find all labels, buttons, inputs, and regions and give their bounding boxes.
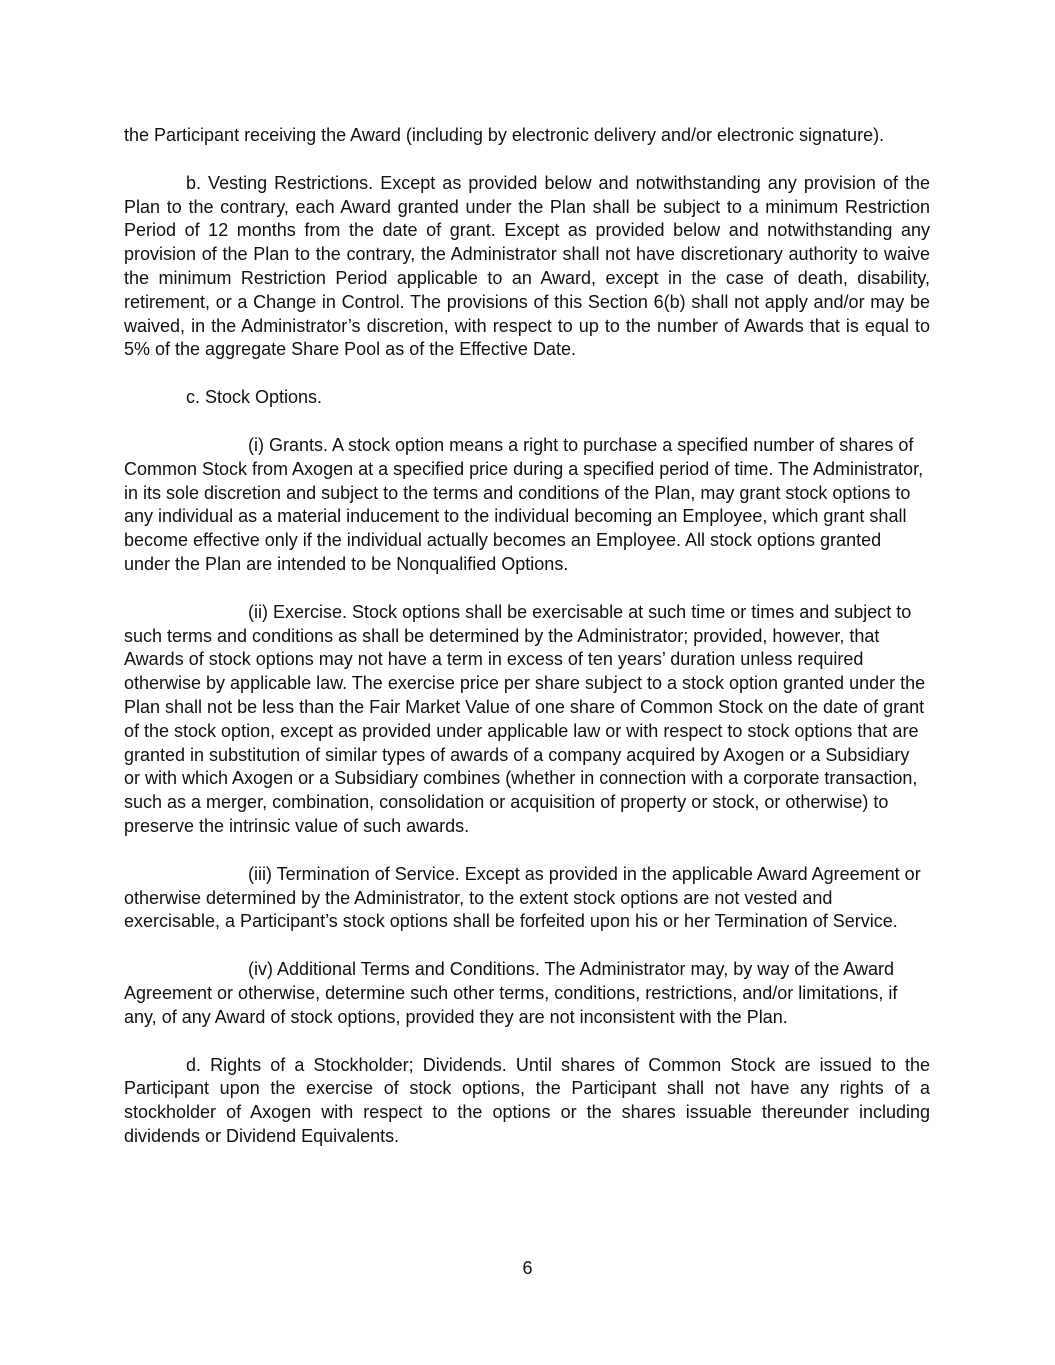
paragraph-exercise: (ii) Exercise. Stock options shall be exercisable at such time or times and subject to such terms and conditions as shall be determined by the Administrator; provided, however, that Awards of stock options may not have a term in excess of ten years’ duration unless required otherwise by applicable law. The exercise price per share subject to a stock option granted under the Plan shall not be less than the Fair Market Value of one share of Common Stock on the date of grant of the stock option, except as provided under applicable law or with respect to stock options that are granted in substitution of similar types of awards of a company acquired by Axogen or a Subsidiary or with which Axogen or a Subsidiary combines (whether in connection with a corporate transaction, such as a merger, combination, consolidation or acquisition of property or stock, or otherwise) to preserve the intrinsic value of such awards. [124, 601, 926, 836]
paragraph-gap [124, 934, 930, 958]
paragraph-gap [124, 577, 930, 601]
paragraph-gap [124, 362, 930, 386]
paragraph-award-delivery: the Participant receiving the Award (including by electronic delivery and/or electronic signature). [124, 125, 885, 145]
paragraph-termination-of-service: (iii) Termination of Service. Except as provided in the applicable Award Agreement or otherwise determined by the Administrator, to the extent stock options are not vested and exercisable, a Participant’s stock options shall be forfeited upon his or her Termination of Service. [124, 863, 921, 932]
paragraph-gap [124, 1030, 930, 1054]
paragraph-gap [124, 148, 930, 172]
paragraph-vesting-restrictions: b. Vesting Restrictions. Except as provided below and notwithstanding any provision of the Plan to the contrary, each Award granted under the Plan shall be subject to a minimum Restriction Period of 12 months from the date of grant. Except as provided below and notwithstanding any provision of the Plan to the contrary, the Administrator shall not have discretionary authority to waive the minimum Restriction Period applicable to an Award, except in the case of death, disability, retirement, or a Change in Control. The provisions of this Section 6(b) shall not apply and/or may be waived, in the Administrator’s discretion, with respect to up to the number of Awards that is equal to 5% of the aggregate Share Pool as of the Effective Date. [124, 172, 930, 360]
paragraph-rights-of-stockholder: d. Rights of a Stockholder; Dividends. Until shares of Common Stock are issued to the Participant upon the exercise of stock options, the Participant shall not have any rights of a stockholder of Axogen with respect to the options or the shares issuable thereunder including dividends or Dividend Equivalents. [124, 1054, 930, 1146]
document-page [124, 124, 930, 1149]
paragraph-additional-terms: (iv) Additional Terms and Conditions. The Administrator may, by way of the Award Agreement or otherwise, determine such other terms, conditions, restrictions, and/or limitations, if any, of any Award of stock options, provided they are not inconsistent with the Plan. [124, 959, 898, 1027]
paragraph-gap [124, 839, 930, 863]
section-heading-stock-options: c. Stock Options. [186, 387, 323, 408]
paragraph-gap [124, 410, 930, 434]
page-number: 6 [522, 1258, 533, 1278]
paragraph-grants: (i) Grants. A stock option means a right to purchase a specified number of shares of Common Stock from Axogen at a specified price during a specified period of time. The Administrator, in its sole discretion and subject to the terms and conditions of the Plan, may grant stock options to any individual as a material inducement to the individual becoming an Employee, which grant shall become effective only if the individual actually becomes an Employee. All stock options granted under the Plan are intended to be Nonqualified Options. [124, 434, 924, 574]
